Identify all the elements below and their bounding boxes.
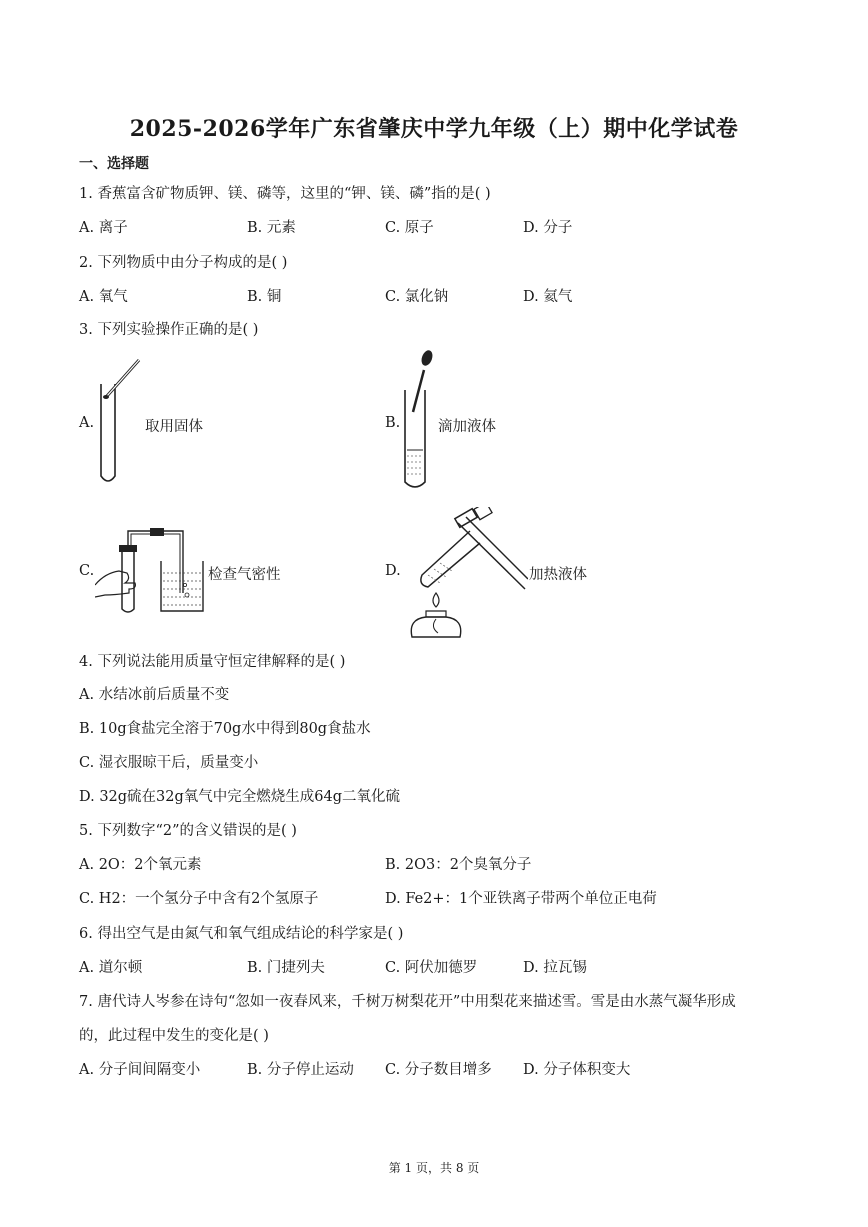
q1-option-d[interactable]: D. 分子: [523, 220, 573, 236]
q6-option-b[interactable]: B. 门捷列夫: [247, 960, 325, 976]
question-1: 1. 香蕉富含矿物质钾、镁、磷等，这里的“钾、镁、磷”指的是( ): [79, 186, 491, 202]
question-7-line-2: 的，此过程中发生的变化是( ): [79, 1028, 269, 1044]
q7-option-a[interactable]: A. 分子间间隔变小: [79, 1062, 201, 1078]
q7-option-c[interactable]: C. 分子数目增多: [385, 1062, 492, 1078]
q3-option-b[interactable]: B.: [385, 415, 401, 431]
page-title: 2025-2026学年广东省肇庆中学九年级（上）期中化学试卷: [129, 116, 739, 142]
q7-option-b[interactable]: B. 分子停止运动: [247, 1062, 354, 1078]
q5-option-c[interactable]: C. H2：一个氢分子中含有2个氢原子: [79, 891, 319, 907]
section-heading: 一、选择题: [79, 156, 149, 172]
solid-sampling-figure: [95, 356, 145, 488]
q4-option-d[interactable]: D. 32g硫在32g氧气中完全燃烧生成64g二氧化硫: [79, 789, 401, 805]
q3-caption-c: 检查气密性: [208, 567, 281, 583]
q5-option-d[interactable]: D. Fe2+：1个亚铁离子带两个单位正电荷: [385, 891, 657, 907]
question-7-line-1: 7. 唐代诗人岑参在诗句“忽如一夜春风来，千树万树梨花开”中用梨花来描述雪。雪是由水蒸气凝华形成: [79, 994, 736, 1010]
q1-option-b[interactable]: B. 元素: [247, 220, 296, 236]
page-footer: 第 1 页，共 8 页: [388, 1161, 480, 1175]
q3-option-c[interactable]: C.: [79, 563, 95, 579]
q6-option-d[interactable]: D. 拉瓦锡: [523, 960, 587, 976]
q4-option-c[interactable]: C. 湿衣服晾干后，质量变小: [79, 755, 259, 771]
q5-option-b[interactable]: B. 2O3：2个臭氧分子: [385, 857, 532, 873]
question-5: 5. 下列数字“2”的含义错误的是( ): [79, 823, 297, 839]
q4-option-a[interactable]: A. 水结冰前后质量不变: [79, 687, 230, 703]
q2-option-c[interactable]: C. 氯化钠: [385, 289, 449, 305]
airtightness-figure: [95, 523, 210, 615]
dropper-figure: [398, 350, 438, 492]
q6-option-c[interactable]: C. 阿伏加德罗: [385, 960, 478, 976]
question-6: 6. 得出空气是由氮气和氧气组成结论的科学家是( ): [79, 926, 404, 942]
q3-caption-d: 加热液体: [529, 567, 587, 583]
q2-option-d[interactable]: D. 氦气: [523, 289, 573, 305]
question-2: 2. 下列物质中由分子构成的是( ): [79, 255, 288, 271]
q1-option-a[interactable]: A. 离子: [79, 220, 128, 236]
q1-option-c[interactable]: C. 原子: [385, 220, 434, 236]
q7-option-d[interactable]: D. 分子体积变大: [523, 1062, 631, 1078]
q3-option-d[interactable]: D.: [385, 563, 401, 579]
q2-option-a[interactable]: A. 氧气: [79, 289, 128, 305]
q5-option-a[interactable]: A. 2O：2个氧元素: [79, 857, 202, 873]
q2-option-b[interactable]: B. 铜: [247, 289, 282, 305]
q3-caption-a: 取用固体: [145, 419, 203, 435]
q4-option-b[interactable]: B. 10g食盐完全溶于70g水中得到80g食盐水: [79, 721, 371, 737]
q3-option-a[interactable]: A.: [79, 415, 95, 431]
q6-option-a[interactable]: A. 道尔顿: [79, 960, 143, 976]
question-3: 3. 下列实验操作正确的是( ): [79, 322, 259, 338]
q3-caption-b: 滴加液体: [438, 419, 496, 435]
heating-liquid-figure: [400, 507, 528, 639]
question-4: 4. 下列说法能用质量守恒定律解释的是( ): [79, 654, 346, 670]
